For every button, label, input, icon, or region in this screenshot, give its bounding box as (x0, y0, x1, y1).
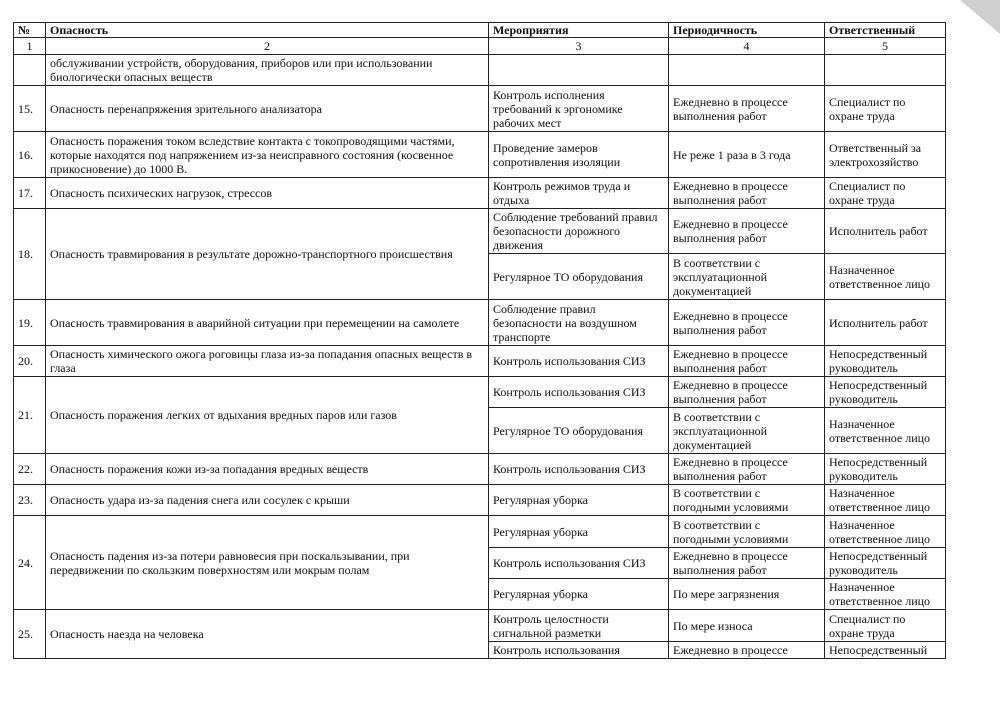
periodicity-cell: Ежедневно в процессе выполнения работ (669, 209, 825, 254)
measure-cell: Контроль использования СИЗ (489, 548, 669, 579)
row-num-cell: 15. (14, 86, 46, 132)
measure-cell: Контроль целостности сигнальной разметки (489, 610, 669, 642)
measure-cell: Контроль использования СИЗ (489, 454, 669, 485)
measure-cell: Соблюдение правил безопасности на воздушном транспорте (489, 300, 669, 346)
periodicity-cell: Ежедневно в процессе выполнения работ (669, 300, 825, 346)
hazard-cell: Опасность травмирования в результате дорожно-транспортного происшествия (46, 209, 489, 300)
hazard-cell: Опасность наезда на человека (46, 610, 489, 659)
periodicity-cell: Ежедневно в процессе выполнения работ (669, 377, 825, 408)
table-row (14, 178, 946, 209)
measure-cell: Регулярная уборка (489, 485, 669, 516)
column-index: 5 (825, 38, 946, 55)
measure-cell: Регулярная уборка (489, 579, 669, 610)
periodicity-cell: Не реже 1 раза в 3 года (669, 132, 825, 178)
table-row (14, 610, 946, 642)
column-index: 4 (669, 38, 825, 55)
header-measures: Мероприятия (489, 23, 669, 38)
periodicity-cell: Ежедневно в процессе выполнения работ (669, 454, 825, 485)
responsible-cell: Непосредственный руководитель (825, 454, 946, 485)
periodicity-cell: В соответствии с эксплуатационной документацией (669, 254, 825, 300)
hazard-cell: Опасность поражения током вследствие контакта с токопроводящими частями, которые находятся под напряжением из-за неисправного состояния (косвенное прикосновение) до 1000 В. (46, 132, 489, 178)
responsible-cell: Специалист по охране труда (825, 178, 946, 209)
row-num-cell: 24. (14, 516, 46, 610)
page-corner-fold (960, 0, 1000, 34)
periodicity-cell: По мере загрязнения (669, 579, 825, 610)
periodicity-cell (669, 55, 825, 86)
responsible-cell: Ответственный за электрохозяйство (825, 132, 946, 178)
row-num-cell: 19. (14, 300, 46, 346)
measure-cell: Регулярная уборка (489, 516, 669, 548)
row-num-cell: 16. (14, 132, 46, 178)
row-num-cell: 17. (14, 178, 46, 209)
table-row (14, 485, 946, 516)
hazard-cell: Опасность удара из-за падения снега или сосулек с крыши (46, 485, 489, 516)
responsible-cell: Назначенное ответственное лицо (825, 254, 946, 300)
row-num-cell: 23. (14, 485, 46, 516)
column-index: 1 (14, 38, 46, 55)
row-num-cell: 25. (14, 610, 46, 659)
responsible-cell: Назначенное ответственное лицо (825, 485, 946, 516)
row-num-cell (14, 55, 46, 86)
hazard-cell: обслуживании устройств, оборудования, приборов или при использовании биологически опасных веществ (46, 55, 489, 86)
responsible-cell: Назначенное ответственное лицо (825, 516, 946, 548)
measure-cell: Регулярное ТО оборудования (489, 254, 669, 300)
responsible-cell: Исполнитель работ (825, 209, 946, 254)
measure-cell: Контроль режимов труда и отдыха (489, 178, 669, 209)
risk-measures-table (13, 22, 946, 659)
table-row (14, 86, 946, 132)
responsible-cell: Непосредственный руководитель (825, 548, 946, 579)
header-num: № (14, 23, 46, 38)
table-row (14, 377, 946, 408)
hazard-cell: Опасность химического ожога роговицы глаза из-за попадания опасных веществ в глаза (46, 346, 489, 377)
responsible-cell: Назначенное ответственное лицо (825, 408, 946, 454)
measure-cell: Контроль использования СИЗ (489, 346, 669, 377)
table-row (14, 209, 946, 254)
hazard-cell: Опасность перенапряжения зрительного анализатора (46, 86, 489, 132)
responsible-cell: Специалист по охране труда (825, 610, 946, 642)
column-index-row (14, 38, 946, 55)
periodicity-cell: Ежедневно в процессе (669, 642, 825, 659)
responsible-cell: Непосредственный руководитель (825, 346, 946, 377)
responsible-cell: Непосредственный руководитель (825, 377, 946, 408)
row-num-cell: 18. (14, 209, 46, 300)
hazard-cell: Опасность психических нагрузок, стрессов (46, 178, 489, 209)
periodicity-cell: По мере износа (669, 610, 825, 642)
header-hazard: Опасность (46, 23, 489, 38)
measure-cell: Контроль исполнения требований к эргономике рабочих мест (489, 86, 669, 132)
responsible-cell: Исполнитель работ (825, 300, 946, 346)
hazard-cell: Опасность поражения легких от вдыхания вредных паров или газов (46, 377, 489, 454)
hazard-cell: Опасность поражения кожи из-за попадания вредных веществ (46, 454, 489, 485)
measure-cell: Контроль использования (489, 642, 669, 659)
periodicity-cell: В соответствии с погодными условиями (669, 516, 825, 548)
header-periodicity: Периодичность (669, 23, 825, 38)
measure-cell: Регулярное ТО оборудования (489, 408, 669, 454)
table-row (14, 516, 946, 548)
periodicity-cell: В соответствии с погодными условиями (669, 485, 825, 516)
measure-cell: Проведение замеров сопротивления изоляции (489, 132, 669, 178)
hazard-cell: Опасность падения из-за потери равновесия при поскальзывании, при передвижении по скользким поверхностям или мокрым полам (46, 516, 489, 610)
responsible-cell: Специалист по охране труда (825, 86, 946, 132)
hazard-cell: Опасность травмирования в аварийной ситуации при перемещении на самолете (46, 300, 489, 346)
measure-cell (489, 55, 669, 86)
measure-cell: Контроль использования СИЗ (489, 377, 669, 408)
column-index: 3 (489, 38, 669, 55)
table-row (14, 132, 946, 178)
row-num-cell: 22. (14, 454, 46, 485)
table-row (14, 300, 946, 346)
responsible-cell (825, 55, 946, 86)
table-header-row (14, 23, 946, 38)
table-row (14, 346, 946, 377)
table-row (14, 55, 946, 86)
periodicity-cell: Ежедневно в процессе выполнения работ (669, 86, 825, 132)
responsible-cell: Назначенное ответственное лицо (825, 579, 946, 610)
row-num-cell: 21. (14, 377, 46, 454)
table-row (14, 454, 946, 485)
periodicity-cell: Ежедневно в процессе выполнения работ (669, 178, 825, 209)
column-index: 2 (46, 38, 489, 55)
periodicity-cell: Ежедневно в процессе выполнения работ (669, 346, 825, 377)
periodicity-cell: Ежедневно в процессе выполнения работ (669, 548, 825, 579)
header-responsible: Ответственный (825, 23, 946, 38)
measure-cell: Соблюдение требований правил безопасности дорожного движения (489, 209, 669, 254)
responsible-cell: Непосредственный (825, 642, 946, 659)
periodicity-cell: В соответствии с эксплуатационной документацией (669, 408, 825, 454)
row-num-cell: 20. (14, 346, 46, 377)
